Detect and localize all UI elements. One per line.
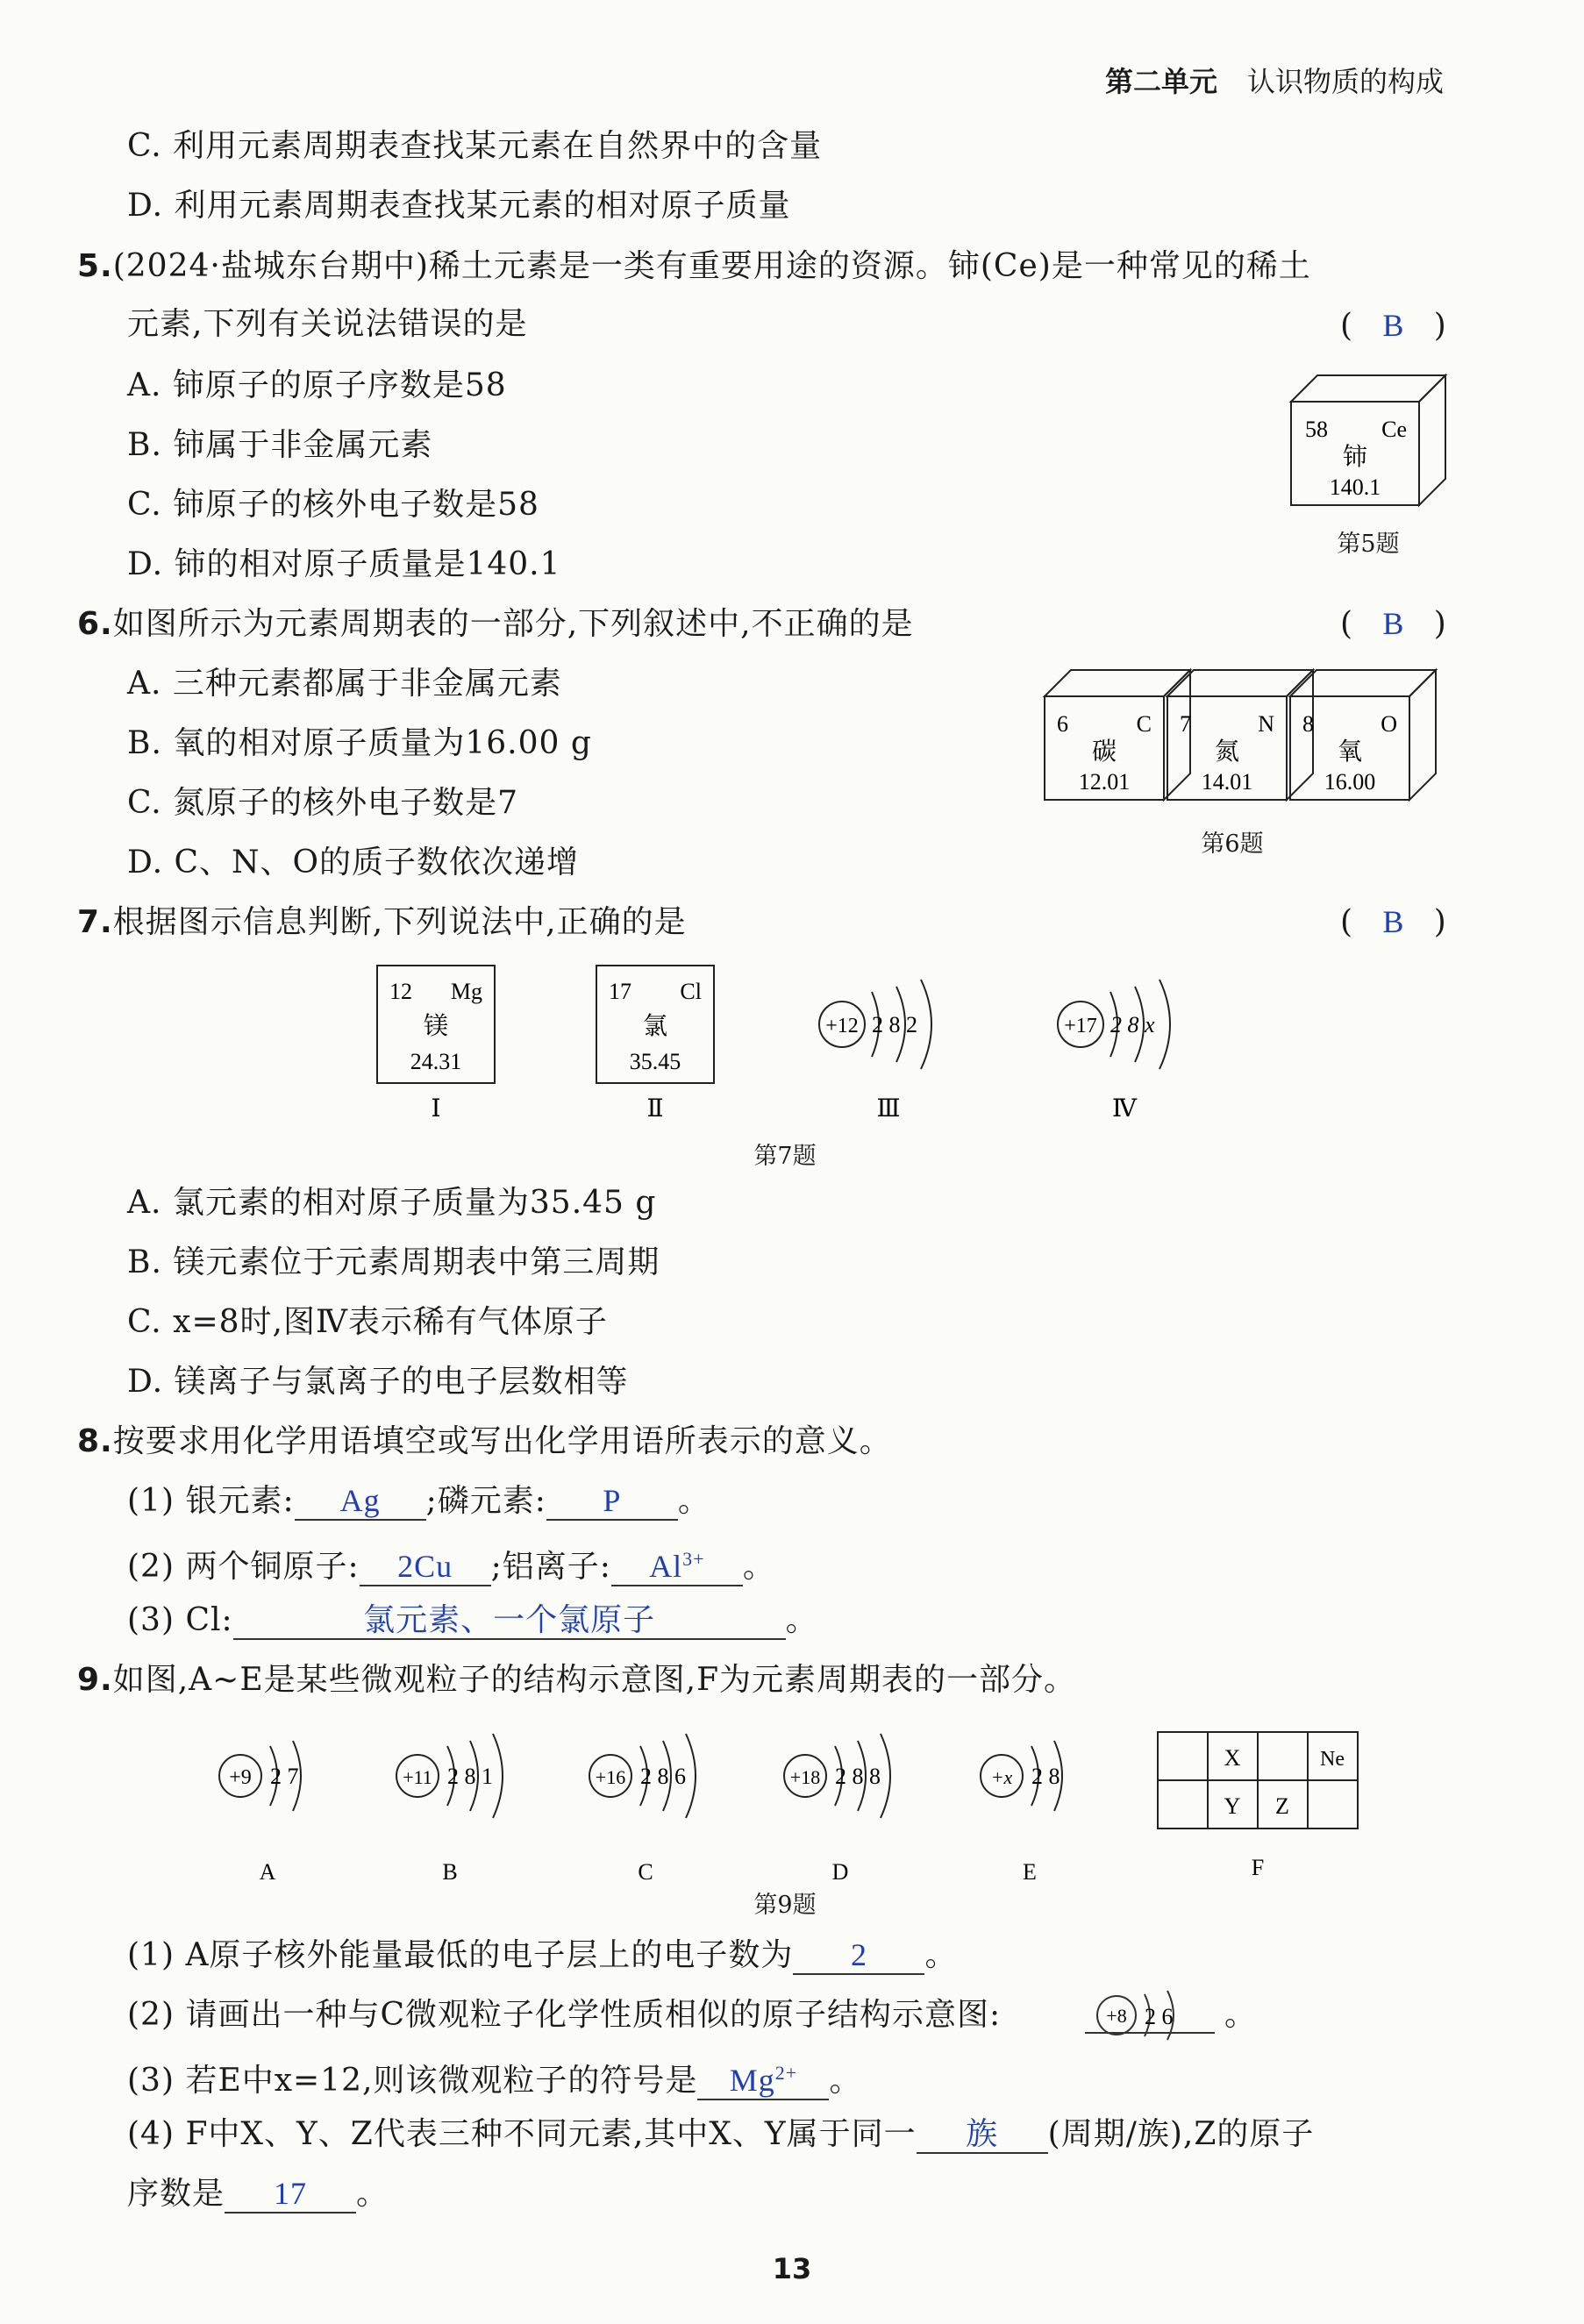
- q8-p2-label-b: ;铝离子:: [490, 1549, 611, 1585]
- q9-atom-c: [589, 1734, 696, 1885]
- q9-e-shells: 2 8: [1031, 1764, 1060, 1789]
- q7-card-cl: [596, 966, 714, 1123]
- q9-p1-answer: 2: [850, 1937, 867, 1972]
- q5-answer: B: [1382, 308, 1404, 343]
- q5-answer-paren: ( B ): [1340, 308, 1446, 344]
- q9-part4-line2: [127, 2175, 389, 2214]
- q7-mg-mass: 24.31: [410, 1049, 462, 1074]
- q6-c-symbol: C: [1136, 711, 1152, 737]
- q9-atom-a: [219, 1741, 301, 1885]
- q8-p3-label: (3) Cl:: [127, 1602, 233, 1638]
- q9-atom-d: [784, 1734, 890, 1885]
- q8-p2-answer-a: 2Cu: [397, 1549, 453, 1584]
- q6-n-number: 7: [1180, 711, 1191, 737]
- q7-option-c: C. x=8时,图Ⅳ表示稀有气体原子: [127, 1304, 608, 1340]
- q7-figure: [368, 960, 1210, 1153]
- q9-p3-text: (3) 若E中x=12,则该微观粒子的符号是: [127, 2063, 698, 2099]
- q7-card-mg: [377, 966, 495, 1123]
- q6-answer: B: [1382, 606, 1404, 641]
- q6-cube-o: [1290, 670, 1436, 800]
- q9-part1: [127, 1936, 957, 1975]
- q6-cube-c: [1045, 670, 1190, 800]
- q9-p4-blank-a: [917, 2116, 1048, 2154]
- q6-option-c: C. 氮原子的核外电子数是7: [127, 785, 519, 821]
- q9-p4-blank-b: [225, 2176, 356, 2214]
- q6-option-a: A. 三种元素都属于非金属元素: [127, 666, 562, 702]
- q6-n-name: 氮: [1214, 738, 1240, 766]
- q9-p1-end: 。: [924, 1937, 958, 1973]
- q9-label-b: B: [442, 1859, 458, 1885]
- q9-atom-e: [981, 1741, 1062, 1885]
- q5-stem: (2024·盐城东台期中)稀土元素是一类有重要用途的资源。铈(Ce)是一种常见的稀土: [112, 248, 1311, 284]
- q8-part1: [127, 1482, 710, 1521]
- q7-mg-name: 镁: [423, 1013, 449, 1040]
- q8-p1-answer-b: P: [603, 1483, 622, 1518]
- q7-atom-iv: [1058, 980, 1170, 1123]
- q7-atom-iii: [819, 980, 931, 1123]
- q8-p2-blank-b: [611, 1542, 743, 1586]
- q5-element-symbol: Ce: [1381, 417, 1407, 442]
- q9-d-nucleus: +18: [789, 1766, 821, 1788]
- q9-table-y: Y: [1224, 1793, 1241, 1819]
- q9-p1-text: (1) A原子核外能量最低的电子层上的电子数为: [127, 1937, 794, 1973]
- q9-p2-answer-diagram: [1083, 1984, 1224, 2047]
- q7-cl-number: 17: [609, 979, 631, 1004]
- q9-p4-text-c: 序数是: [127, 2176, 225, 2212]
- q9-e-nucleus: +x: [990, 1766, 1013, 1788]
- q8-p2-label-a: (2) 两个铜原子:: [127, 1549, 360, 1585]
- q7-iv-shells: 2 8 x: [1110, 1012, 1155, 1037]
- q8-part3: [127, 1601, 818, 1640]
- q9-part3: [127, 2056, 861, 2100]
- q9-label-a: A: [259, 1859, 276, 1885]
- q9-label-d: D: [831, 1859, 849, 1885]
- q7-option-b: B. 镁元素位于元素周期表中第三周期: [127, 1244, 660, 1280]
- q9-p4-answer-b: 17: [274, 2176, 308, 2211]
- q9-table-z: Z: [1275, 1793, 1289, 1819]
- q6-number: 6.: [77, 606, 113, 642]
- q9-part2: [127, 1996, 1001, 2035]
- q9-d-shells: 2 8 8: [835, 1764, 881, 1789]
- q8-stem: 按要求用化学用语填空或写出化学用语所表示的意义。: [112, 1423, 892, 1459]
- q6-periodic-strip: [1039, 663, 1452, 816]
- q6-option-b: B. 氧的相对原子质量为16.00 g: [127, 725, 592, 761]
- unit-label: 第二单元: [1104, 65, 1217, 98]
- q4-option-d: D. 利用元素周期表查找某元素的相对原子质量: [127, 188, 791, 224]
- q5-option-c: C. 铈原子的核外电子数是58: [127, 487, 539, 523]
- q9-b-nucleus: +11: [403, 1766, 432, 1788]
- q5-element-mass: 140.1: [1329, 474, 1381, 500]
- q7-iii-nucleus: +12: [825, 1015, 859, 1037]
- q7-stem-line: [77, 903, 687, 942]
- q8-p3-blank: [233, 1602, 786, 1640]
- q7-mg-symbol: Mg: [450, 979, 482, 1004]
- q9-p3-answer-charge: 2+: [774, 2062, 798, 2084]
- q9-number: 9.: [77, 1662, 113, 1698]
- q8-p1-blank-a: [295, 1483, 426, 1521]
- q8-p3-end: 。: [785, 1602, 818, 1638]
- q7-answer-paren: ( B ): [1340, 904, 1446, 940]
- q8-p2-blank-a: [360, 1549, 491, 1586]
- q5-number: 5.: [77, 248, 113, 284]
- q8-p1-label-a: (1) 银元素:: [127, 1483, 295, 1519]
- q6-c-number: 6: [1057, 711, 1068, 737]
- q8-p1-label-b: ;磷元素:: [425, 1483, 546, 1519]
- q8-stem-line: [77, 1422, 892, 1461]
- q7-iii-shells: 2 8 2: [872, 1012, 917, 1037]
- q5-option-b: B. 铈属于非金属元素: [127, 427, 433, 463]
- q9-c-shells: 2 8 6: [640, 1764, 686, 1789]
- q6-o-symbol: O: [1381, 711, 1397, 737]
- q6-c-name: 碳: [1091, 738, 1117, 766]
- q7-option-d: D. 镁离子与氯离子的电子层数相等: [127, 1364, 629, 1400]
- page-header: [1105, 60, 1444, 100]
- q8-p2-answer-b: Al: [649, 1549, 683, 1584]
- q9-label-e: E: [1023, 1859, 1037, 1885]
- q8-part2: [127, 1542, 775, 1586]
- q8-p2-answer-b-charge: 3+: [682, 1548, 705, 1570]
- q9-label-f: F: [1251, 1855, 1265, 1880]
- q5-caption: 第5题: [1337, 531, 1400, 558]
- q9-p4-text-b: (周期/族),Z的原子: [1047, 2116, 1315, 2152]
- q9-label-c: C: [638, 1859, 653, 1885]
- q9-stem: 如图,A~E是某些微观粒子的结构示意图,F为元素周期表的一部分。: [112, 1662, 1077, 1698]
- q9-b-shells: 2 8 1: [447, 1764, 493, 1789]
- q5-element-name: 铈: [1342, 444, 1368, 471]
- q9-part4-line1: [127, 2115, 1314, 2154]
- q6-cube-n: [1167, 670, 1313, 800]
- q6-n-symbol: N: [1258, 711, 1274, 737]
- q9-p2-text: (2) 请画出一种与C微观粒子化学性质相似的原子结构示意图:: [127, 1997, 1002, 2033]
- q7-label-ii: Ⅱ: [646, 1095, 664, 1123]
- q4-option-c: C. 利用元素周期表查找某元素在自然界中的含量: [127, 128, 823, 164]
- q5-element-cube: [1282, 367, 1458, 516]
- q8-p1-blank-b: [546, 1483, 678, 1521]
- q9-p2-shells: 2 6: [1145, 2004, 1174, 2029]
- q9-stem-line: [77, 1661, 1076, 1700]
- unit-title: 认识物质的构成: [1246, 65, 1444, 98]
- q6-o-mass: 16.00: [1324, 769, 1376, 795]
- q9-p3-end: 。: [829, 2063, 862, 2099]
- q8-p1-answer-a: Ag: [339, 1483, 381, 1518]
- q6-answer-paren: ( B ): [1340, 606, 1446, 642]
- q7-label-iv: Ⅳ: [1112, 1095, 1137, 1123]
- q8-p3-answer: 氯元素、一个氯原子: [363, 1602, 656, 1637]
- q6-o-number: 8: [1302, 711, 1314, 737]
- q6-stem-line: [77, 605, 914, 644]
- q6-caption: 第6题: [1201, 831, 1264, 858]
- q5-element-number: 58: [1305, 417, 1328, 442]
- q9-p2-nucleus: +8: [1106, 2005, 1127, 2027]
- q9-table-f: [1158, 1732, 1358, 1880]
- q7-option-a: A. 氯元素的相对原子质量为35.45 g: [127, 1185, 657, 1221]
- q5-stem-line2: 元素,下列有关说法错误的是: [127, 306, 528, 342]
- q9-table-x: X: [1224, 1745, 1241, 1771]
- q5-option-d: D. 铈的相对原子质量是140.1: [127, 546, 561, 582]
- q7-iv-nucleus: +17: [1064, 1015, 1097, 1037]
- q7-label-i: Ⅰ: [431, 1095, 441, 1123]
- q9-figure: [202, 1714, 1368, 1890]
- q9-atom-b: [396, 1734, 503, 1885]
- q6-option-d: D. C、N、O的质子数依次递增: [127, 845, 580, 880]
- q6-n-mass: 14.01: [1201, 769, 1253, 795]
- q7-cl-name: 氯: [642, 1013, 668, 1040]
- q5-option-a: A. 铈原子的原子序数是58: [127, 367, 507, 403]
- q9-c-nucleus: +16: [595, 1766, 626, 1788]
- q6-stem: 如图所示为元素周期表的一部分,下列叙述中,不正确的是: [112, 606, 914, 642]
- q9-p3-answer: Mg: [729, 2063, 775, 2098]
- q9-p3-blank: [697, 2056, 829, 2100]
- q9-table-ne: Ne: [1320, 1748, 1345, 1771]
- q7-mg-number: 12: [389, 979, 412, 1004]
- q7-cl-symbol: Cl: [680, 979, 702, 1004]
- q6-c-mass: 12.01: [1078, 769, 1131, 795]
- q6-o-name: 氧: [1337, 738, 1363, 766]
- q7-number: 7.: [77, 904, 113, 940]
- q8-p2-end: 。: [742, 1549, 775, 1585]
- q9-caption: 第9题: [753, 1892, 817, 1919]
- q8-p1-end: 。: [677, 1483, 710, 1519]
- q9-a-nucleus: +9: [229, 1766, 252, 1789]
- q9-p1-blank: [793, 1937, 924, 1975]
- q7-cl-mass: 35.45: [629, 1049, 681, 1074]
- q9-p4-answer-a: 族: [966, 2116, 999, 2151]
- q7-stem: 根据图示信息判断,下列说法中,正确的是: [112, 904, 687, 940]
- q8-number: 8.: [77, 1423, 113, 1459]
- q7-answer: B: [1382, 904, 1404, 939]
- q5-stem-line1: [77, 247, 1311, 286]
- q9-p4-end: 。: [356, 2176, 389, 2212]
- page-number: 13: [772, 2252, 812, 2285]
- q7-caption: 第7题: [753, 1143, 817, 1170]
- q9-p4-text-a: (4) F中X、Y、Z代表三种不同元素,其中X、Y属于同一: [127, 2116, 917, 2152]
- q9-p2-end: 。: [1224, 1997, 1258, 2033]
- q7-label-iii: Ⅲ: [876, 1095, 901, 1123]
- q9-a-shells: 2 7: [270, 1764, 299, 1789]
